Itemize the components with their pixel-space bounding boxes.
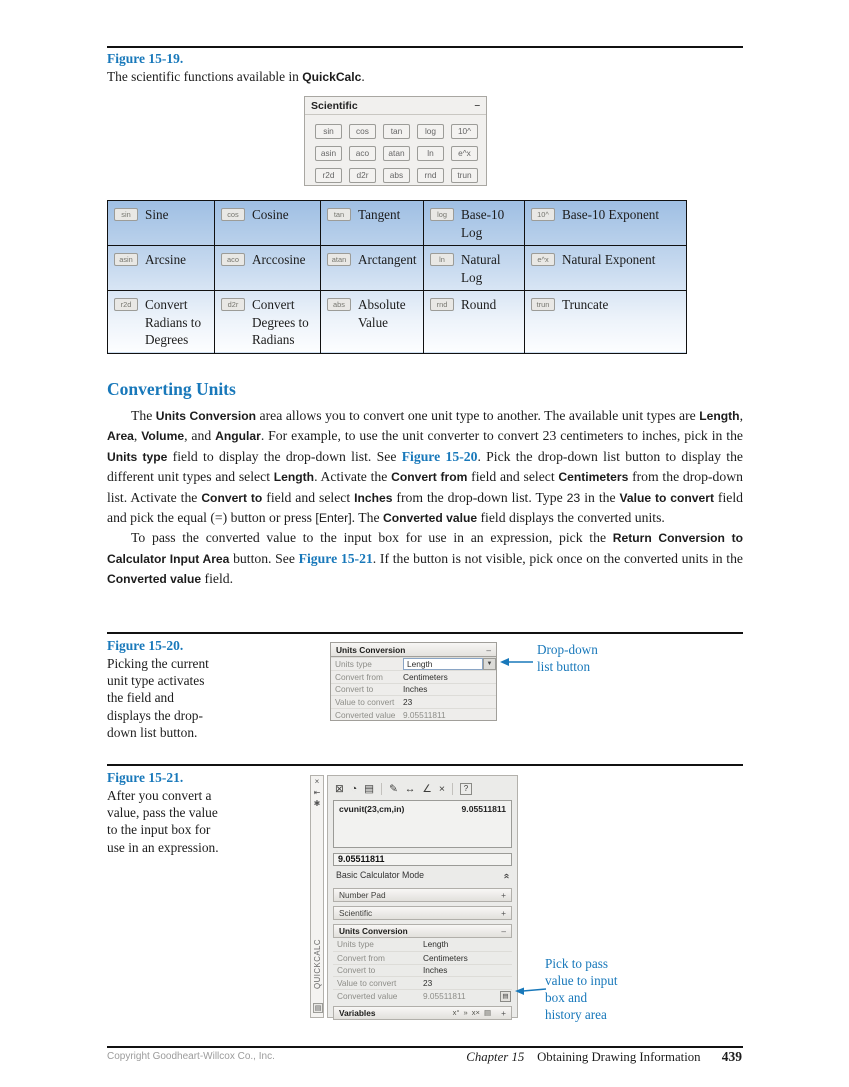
footer-divider: [107, 1046, 743, 1048]
table-cell: [321, 201, 424, 246]
field-value: Centimeters: [403, 671, 448, 682]
cos-button-icon: cos: [221, 208, 245, 221]
quickcalc-palette-screenshot: [310, 775, 518, 1018]
function-description: Cosine: [252, 207, 289, 222]
toolbar-separator: [452, 783, 453, 795]
convert-from-row[interactable]: [333, 951, 512, 964]
new-variable-icon[interactable]: x°: [452, 1008, 460, 1018]
scientific-panel-header[interactable]: [305, 97, 486, 115]
convert-from-row[interactable]: [331, 670, 496, 683]
value-to-convert-row[interactable]: [333, 976, 512, 989]
table-cell: [525, 291, 687, 354]
trun-button-icon: trun: [531, 298, 555, 311]
abs-button[interactable]: abs: [383, 168, 410, 183]
field-value: 9.05511811: [423, 991, 466, 1002]
trun-button[interactable]: trun: [451, 168, 478, 183]
caption-line: displays the drop-: [107, 707, 203, 723]
ln-button[interactable]: ln: [417, 146, 444, 161]
section-title: Number Pad: [339, 890, 386, 900]
quickcalc-body: [327, 775, 518, 1018]
field-label: Value to convert: [337, 978, 397, 989]
convert-to-row[interactable]: [331, 683, 496, 696]
callout-line: box and: [545, 990, 588, 1005]
callout-arrow: [514, 984, 548, 998]
aco-button[interactable]: aco: [349, 146, 376, 161]
toolbar-separator: [381, 783, 382, 795]
scientific-section[interactable]: [333, 906, 512, 920]
scientific-panel-title: Scientific: [311, 99, 358, 112]
section-divider: [107, 46, 743, 48]
scientific-button-grid: [305, 115, 486, 192]
figure-19-caption: The scientific functions available in QuickCalc.: [107, 69, 365, 84]
abs-button-icon: abs: [327, 298, 351, 311]
field-value: 23: [403, 697, 413, 708]
caption-line: to the input box for: [107, 822, 211, 838]
units-type-combobox[interactable]: Length: [403, 658, 483, 670]
section-title: Scientific: [339, 908, 373, 918]
figure-19-label: Figure 15-19.: [107, 51, 184, 66]
function-description: Base-10 Exponent: [562, 207, 660, 222]
function-description: Natural Log: [461, 252, 501, 285]
function-description: Sine: [145, 207, 169, 222]
figure-21-caption: [107, 787, 267, 856]
field-label: Value to convert: [335, 697, 395, 708]
sin-button[interactable]: sin: [315, 124, 342, 139]
section-title: Variables: [339, 1007, 376, 1018]
section-title: Units Conversion: [339, 926, 408, 936]
caption-line: unit type activates: [107, 673, 205, 689]
field-label: Converted value: [335, 710, 396, 721]
asin-button[interactable]: asin: [315, 146, 342, 161]
units-conversion-panel-screenshot: [330, 642, 497, 721]
table-cell: [321, 291, 424, 354]
delete-variable-icon[interactable]: x×: [471, 1008, 480, 1018]
variables-toolbar: [453, 1008, 506, 1018]
field-value: 9.05511811: [403, 710, 446, 721]
table-cell: [108, 246, 215, 291]
dropdown-list-button[interactable]: ▼: [483, 658, 496, 670]
table-cell: [108, 201, 215, 246]
intersection-icon[interactable]: ×: [438, 783, 445, 795]
r2d-button-icon: r2d: [114, 298, 138, 311]
function-description: Arctangent: [358, 252, 417, 267]
body-text: [107, 406, 743, 590]
table-cell: [424, 291, 525, 354]
ln-button-icon: ln: [430, 253, 454, 266]
field-value: Inches: [423, 965, 448, 976]
clear-icon[interactable]: ⊠: [335, 783, 344, 795]
history-area[interactable]: [333, 800, 512, 848]
caption-line: Picking the current: [107, 656, 209, 671]
history-result: 9.05511811: [461, 804, 506, 814]
caption-line: down list button.: [107, 724, 198, 740]
dropdown-callout: [537, 641, 598, 675]
table-cell: [321, 246, 424, 291]
collapse-icon[interactable]: –: [486, 644, 491, 655]
callout-line: Pick to pass: [545, 956, 609, 971]
rnd-button[interactable]: rnd: [417, 168, 444, 183]
field-label: Units type: [335, 658, 372, 669]
field-label: Units type: [337, 939, 374, 950]
help-icon[interactable]: ?: [460, 783, 472, 795]
scientific-panel-screenshot: [304, 96, 487, 186]
d2r-button[interactable]: d2r: [349, 168, 376, 183]
units-conversion-fields: [333, 938, 512, 1002]
field-value: Inches: [403, 684, 428, 695]
number-pad-section[interactable]: [333, 888, 512, 902]
atan-button[interactable]: atan: [383, 146, 410, 161]
callout-arrow: [499, 655, 535, 669]
figure-21-label: Figure 15-21.: [107, 770, 184, 785]
function-description: Convert Radians to Degrees: [145, 297, 202, 347]
palette-menu-icon[interactable]: ▤: [314, 1005, 322, 1012]
mode-label: Basic Calculator Mode: [336, 870, 425, 880]
table-cell: [525, 246, 687, 291]
field-label: Convert from: [337, 952, 385, 963]
section-heading: Converting Units: [107, 379, 236, 399]
ten-exp-button-icon: 10^: [531, 208, 555, 221]
return-variable-icon[interactable]: ▤: [483, 1008, 492, 1018]
rnd-button-icon: rnd: [430, 298, 454, 311]
cos-button[interactable]: cos: [349, 124, 376, 139]
units-type-row[interactable]: [333, 938, 512, 951]
field-value: 23: [423, 978, 433, 989]
function-description: Absolute Value: [358, 297, 406, 330]
copyright-text: Copyright Goodheart-Willcox Co., Inc.: [107, 1051, 275, 1062]
paste-to-command-line-icon[interactable]: ▤: [364, 783, 375, 795]
caption-line: use in an expression.: [107, 839, 219, 855]
function-description: Convert Degrees to Radians: [252, 297, 309, 347]
field-value: Centimeters: [423, 952, 468, 963]
function-description: Round: [461, 297, 497, 312]
units-conversion-header[interactable]: [331, 643, 496, 657]
chapter-number: Chapter 15: [466, 1050, 525, 1064]
table-cell: [424, 246, 525, 291]
collapse-chevrons-icon[interactable]: «: [501, 872, 513, 878]
palette-side-label: QUICKCALC: [313, 939, 322, 989]
callout-line: list button: [537, 659, 591, 674]
callout-line: Drop-down: [537, 642, 598, 657]
table-cell: [424, 201, 525, 246]
caption-line: the field and: [107, 690, 174, 706]
function-description: Arccosine: [252, 252, 306, 267]
tan-button-icon: tan: [327, 208, 351, 221]
ten-exp-button[interactable]: 10^: [451, 124, 478, 139]
function-description: Truncate: [562, 297, 609, 312]
units-conversion-section[interactable]: [333, 924, 512, 938]
body-paragraph-1: The Units Conversion area allows you to convert one unit type to another. The available unit types are Length, Area, Volume, and Angular. For example, to use the unit converter to convert 23 centimeters to inches, pick in the Units type field to display the drop-down list. See Figure 15-20. Pick the drop-down list button to display the different unit types and select Length. Activate the Convert from field and select Centimeters from the drop-down list. Activate the Convert to field and select Inches from the drop-down list. Type 23 in the Value to convert field and pick the equal (=) button or press [Enter]. The Converted value field displays the converted units.: [107, 408, 744, 526]
distance-icon[interactable]: ↔: [404, 783, 416, 795]
quickcalc-toolbar: [333, 780, 512, 798]
figure-20-caption: [107, 655, 247, 741]
converted-value-row[interactable]: [331, 708, 496, 721]
field-label: Convert to: [335, 684, 374, 695]
field-label: Convert from: [335, 671, 383, 682]
callout-line: history area: [545, 1007, 607, 1022]
e-exp-button[interactable]: e^x: [451, 146, 478, 161]
field-label: Convert to: [337, 965, 376, 976]
angle-icon[interactable]: ∠: [422, 783, 432, 795]
aco-button-icon: aco: [221, 253, 245, 266]
page-number: 439: [721, 1049, 742, 1064]
function-description: Base-10 Log: [461, 207, 505, 240]
running-footer: [466, 1049, 742, 1065]
clear-history-icon[interactable]: ◔: [350, 783, 358, 795]
table-cell: [215, 246, 321, 291]
variables-section[interactable]: [333, 1006, 512, 1020]
function-description: Arcsine: [145, 252, 187, 267]
auto-hide-icon[interactable]: ⇤: [313, 788, 321, 797]
expand-icon[interactable]: +: [501, 1007, 506, 1018]
function-legend-table: [107, 200, 687, 354]
sin-button-icon: sin: [114, 208, 138, 221]
function-description: Natural Exponent: [562, 252, 656, 267]
tan-button[interactable]: tan: [383, 124, 410, 139]
history-expression: cvunit(23,cm,in): [339, 804, 405, 814]
body-paragraph-2: To pass the converted value to the input box for use in an expression, pick the Return Conversion to Calculator Input Area button. See Figure 15-21. If the button is not visible, pick once on the converted units in the Converted value field.: [107, 530, 743, 587]
caption-line: value, pass the value: [107, 805, 218, 821]
return-button-callout: [545, 955, 618, 1023]
expand-icon[interactable]: +: [501, 890, 506, 900]
d2r-button-icon: d2r: [221, 298, 245, 311]
table-cell: [215, 201, 321, 246]
caption-line: After you convert a: [107, 788, 212, 803]
log-button-icon: log: [430, 208, 454, 221]
section-divider: [107, 632, 743, 634]
atan-button-icon: atan: [327, 253, 351, 266]
table-cell: [215, 291, 321, 354]
table-cell: [525, 201, 687, 246]
properties-icon[interactable]: ✱: [313, 799, 321, 808]
callout-line: value to input: [545, 973, 618, 988]
get-coordinates-icon[interactable]: ✎: [389, 783, 398, 795]
units-type-row[interactable]: [331, 657, 496, 670]
calculator-input-box[interactable]: 9.05511811: [333, 853, 512, 866]
edit-variable-icon[interactable]: »: [463, 1008, 468, 1018]
expand-icon[interactable]: +: [501, 908, 506, 918]
value-to-convert-row[interactable]: [331, 695, 496, 708]
section-divider: [107, 764, 743, 766]
collapse-icon[interactable]: –: [501, 926, 506, 936]
close-icon[interactable]: ×: [314, 777, 320, 786]
return-conversion-button[interactable]: ▤: [500, 991, 511, 1002]
chapter-title: Obtaining Drawing Information: [537, 1050, 701, 1064]
asin-button-icon: asin: [114, 253, 138, 266]
field-label: Converted value: [337, 991, 398, 1002]
converted-value-row[interactable]: [333, 989, 512, 1002]
r2d-button[interactable]: r2d: [315, 168, 342, 183]
figure-20-label: Figure 15-20.: [107, 638, 184, 653]
calculator-mode-row: [333, 866, 512, 884]
table-cell: [108, 291, 215, 354]
collapse-icon[interactable]: –: [474, 100, 480, 111]
convert-to-row[interactable]: [333, 964, 512, 977]
field-value: Length: [423, 939, 449, 950]
log-button[interactable]: log: [417, 124, 444, 139]
units-conversion-title: Units Conversion: [336, 644, 406, 655]
function-description: Tangent: [358, 207, 401, 222]
e-exp-button-icon: e^x: [531, 253, 555, 266]
palette-titlebar: [310, 775, 324, 1018]
